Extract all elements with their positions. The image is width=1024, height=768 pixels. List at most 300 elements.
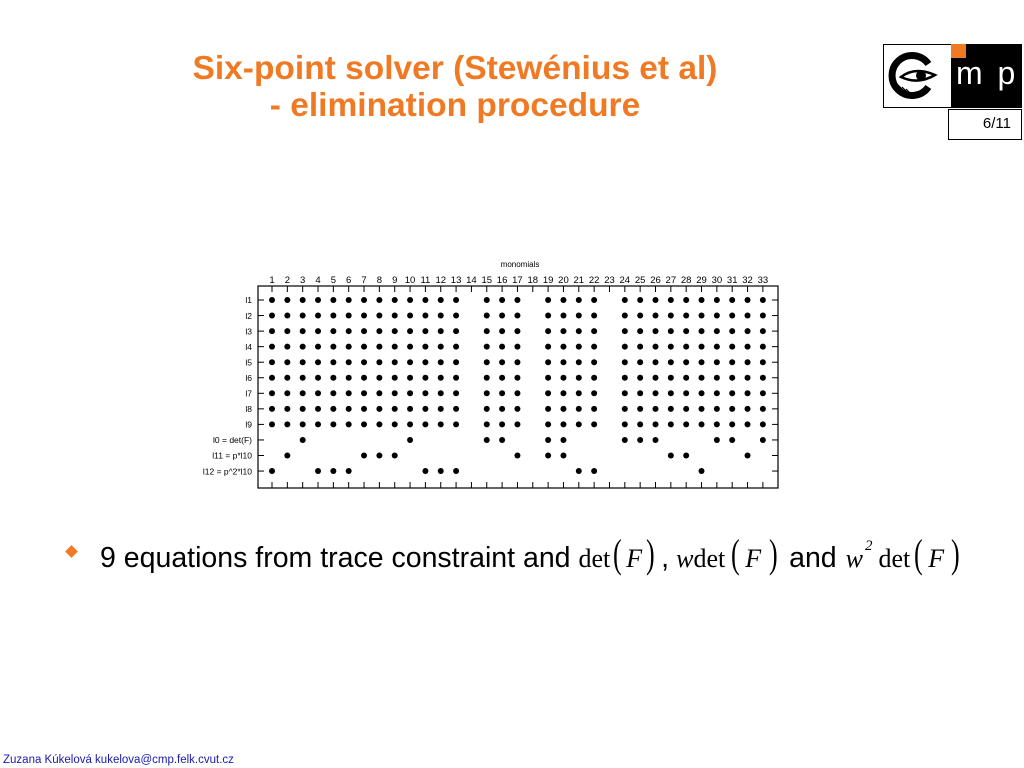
matrix-column-number: 22 [588,275,600,286]
matrix-column-number: 21 [573,275,585,286]
matrix-entry-dot [300,390,306,396]
matrix-entry-dot [591,406,597,412]
matrix-entry-dot [499,390,505,396]
matrix-column-number: 27 [665,275,677,286]
matrix-entry-dot [591,359,597,365]
matrix-entry-dot [438,390,444,396]
matrix-entry-dot [438,359,444,365]
matrix-entry-dot [407,297,413,303]
matrix-entry-dot [514,406,520,412]
matrix-entry-dot [653,375,659,381]
matrix-entry-dot [622,437,628,443]
matrix-entry-dot [315,406,321,412]
matrix-entry-dot [376,390,382,396]
matrix-entry-dot [714,344,720,350]
matrix-entry-dot [714,359,720,365]
matrix-entry-dot [745,375,751,381]
matrix-row-label: l0 = det(F) [213,435,252,446]
matrix-entry-dot [653,421,659,427]
matrix-entry-dot [315,344,321,350]
bullet-text: 9 equations from trace constraint and [100,542,571,574]
matrix-column-number: 19 [542,275,554,286]
matrix-row-label: l7 [245,388,252,399]
matrix-entry-dot [622,328,628,334]
matrix-entry-dot [576,297,582,303]
matrix-entry-dot [376,359,382,365]
matrix-entry-dot [484,406,490,412]
matrix-entry-dot [729,421,735,427]
matrix-entry-dot [376,453,382,459]
matrix-entry-dot [591,390,597,396]
matrix-entry-dot [560,453,566,459]
matrix-entry-dot [422,297,428,303]
matrix-entry-dot [653,344,659,350]
matrix-entry-dot [284,313,290,319]
matrix-entry-dot [683,297,689,303]
matrix-entry-dot [576,406,582,412]
matrix-entry-dot [560,421,566,427]
slide-title [105,50,805,124]
matrix-entry-dot [484,359,490,365]
matrix-entry-dot [269,406,275,412]
matrix-entry-dot [330,390,336,396]
matrix-column-number: 7 [361,275,367,286]
matrix-entry-dot [653,359,659,365]
matrix-entry-dot [683,406,689,412]
matrix-row-label: l12 = p^2*l10 [202,466,252,477]
matrix-entry-dot [422,328,428,334]
matrix-entry-dot [745,406,751,412]
math-lparen-3: ( [914,531,923,576]
matrix-entry-dot [591,313,597,319]
matrix-entry-dot [269,297,275,303]
matrix-entry-dot [760,375,766,381]
matrix-entry-dot [653,313,659,319]
matrix-entry-dot [699,359,705,365]
matrix-entry-dot [745,328,751,334]
matrix-entry-dot [591,297,597,303]
matrix-entry-dot [560,313,566,319]
logo-dark-block [951,44,1022,108]
matrix-entry-dot [576,313,582,319]
matrix-entry-dot [591,328,597,334]
matrix-entry-dot [499,297,505,303]
matrix-entry-dot [284,328,290,334]
matrix-entry-dot [284,344,290,350]
matrix-entry-dot [453,390,459,396]
matrix-entry-dot [407,390,413,396]
matrix-entry-dot [269,390,275,396]
matrix-entry-dot [637,297,643,303]
matrix-entry-dot [453,344,459,350]
matrix-entry-dot [668,313,674,319]
matrix-column-number: 3 [300,275,306,286]
matrix-entry-dot [330,328,336,334]
matrix-entry-dot [315,328,321,334]
matrix-entry-dot [392,421,398,427]
bullet-item [100,531,960,578]
math-conjunction: and [789,542,837,574]
matrix-entry-dot [453,468,459,474]
matrix-entry-dot [284,375,290,381]
matrix-entry-dot [392,344,398,350]
matrix-entry-dot [484,421,490,427]
matrix-entry-dot [376,344,382,350]
matrix-entry-dot [683,421,689,427]
matrix-entry-dot [484,328,490,334]
matrix-entry-dot [407,328,413,334]
matrix-entry-dot [560,390,566,396]
matrix-entry-dot [637,313,643,319]
matrix-entry-dot [300,437,306,443]
title-line-2: - elimination procedure [269,87,641,124]
matrix-entry-dot [361,406,367,412]
matrix-entry-dot [269,375,275,381]
matrix-entry-dot [683,453,689,459]
matrix-entry-dot [484,313,490,319]
matrix-row-label: l3 [245,326,252,337]
matrix-entry-dot [668,359,674,365]
matrix-entry-dot [330,297,336,303]
matrix-entry-dot [361,344,367,350]
matrix-entry-dot [545,437,551,443]
matrix-column-number: 26 [650,275,661,286]
matrix-entry-dot [668,344,674,350]
matrix-entry-dot [591,344,597,350]
matrix-entry-dot [729,406,735,412]
matrix-entry-dot [300,375,306,381]
matrix-entry-dot [699,297,705,303]
matrix-entry-dot [591,468,597,474]
matrix-entry-dot [499,375,505,381]
math-rparen-1: ) [646,531,655,576]
title-line-1: Six-point solver (Stewénius et al) [192,50,718,87]
matrix-entry-dot [422,421,428,427]
matrix-entry-dot [392,328,398,334]
matrix-entry-dot [576,390,582,396]
matrix-entry-dot [376,421,382,427]
matrix-row-label: l6 [245,372,252,383]
matrix-entry-dot [422,468,428,474]
logo-text: m p [956,54,1019,91]
matrix-entry-dot [745,344,751,350]
matrix-entry-dot [269,328,275,334]
matrix-entry-dot [714,328,720,334]
matrix-entry-dot [622,297,628,303]
matrix-entry-dot [330,375,336,381]
matrix-entry-dot [699,344,705,350]
math-coef-2: w [676,544,694,573]
matrix-column-number: 29 [696,275,707,286]
matrix-entry-dot [376,328,382,334]
matrix-entry-dot [499,328,505,334]
matrix-entry-dot [376,406,382,412]
matrix-entry-dot [560,437,566,443]
matrix-entry-dot [300,359,306,365]
matrix-entry-dot [637,344,643,350]
matrix-entry-dot [300,344,306,350]
matrix-entry-dot [392,375,398,381]
matrix-entry-dot [453,328,459,334]
matrix-entry-dot [545,406,551,412]
matrix-entry-dot [729,390,735,396]
math-rparen-2: ) [769,531,778,576]
matrix-column-number: 25 [634,275,646,286]
matrix-entry-dot [346,390,352,396]
math-lparen-1: ( [613,531,622,576]
matrix-column-number: 31 [726,275,738,286]
matrix-entry-dot [453,297,459,303]
matrix-entry-dot [284,421,290,427]
matrix-entry-dot [361,328,367,334]
matrix-entry-dot [653,328,659,334]
math-det-2: det [693,544,726,573]
matrix-entry-dot [376,313,382,319]
matrix-entry-dot [699,390,705,396]
matrix-entry-dot [484,437,490,443]
matrix-entry-dot [315,313,321,319]
math-det-3: det [878,544,911,573]
matrix-entry-dot [714,390,720,396]
matrix-entry-dot [484,344,490,350]
matrix-entry-dot [361,313,367,319]
matrix-entry-dot [729,359,735,365]
matrix-entry-dot [683,390,689,396]
matrix-entry-dot [284,390,290,396]
matrix-entry-dot [376,375,382,381]
matrix-entry-dot [514,297,520,303]
matrix-entry-dot [499,359,505,365]
matrix-column-number: 11 [420,275,431,286]
matrix-entry-dot [745,390,751,396]
matrix-entry-dot [760,328,766,334]
matrix-entry-dot [760,421,766,427]
matrix-column-number: 5 [330,275,337,286]
matrix-entry-dot [622,359,628,365]
matrix-entry-dot [346,344,352,350]
matrix-column-number: 13 [450,275,462,286]
matrix-entry-dot [346,406,352,412]
matrix-entry-dot [315,468,321,474]
math-lparen-2: ( [731,531,740,576]
matrix-entry-dot [760,313,766,319]
matrix-column-number: 18 [527,275,539,286]
matrix-entry-dot [714,406,720,412]
matrix-entry-dot [300,421,306,427]
matrix-entry-dot [668,375,674,381]
matrix-entry-dot [699,313,705,319]
matrix-entry-dot [407,406,413,412]
matrix-entry-dot [438,468,444,474]
matrix-entry-dot [560,359,566,365]
matrix-entry-dot [637,406,643,412]
matrix-entry-dot [514,390,520,396]
matrix-column-number: 28 [680,275,692,286]
matrix-entry-dot [361,297,367,303]
matrix-row-label: l2 [245,310,252,321]
matrix-column-number: 1 [269,275,275,286]
matrix-entry-dot [591,375,597,381]
matrix-entry-dot [560,328,566,334]
matrix-entry-dot [653,406,659,412]
matrix-entry-dot [653,390,659,396]
matrix-entry-dot [361,453,367,459]
matrix-entry-dot [760,297,766,303]
matrix-entry-dot [453,375,459,381]
matrix-entry-dot [499,344,505,350]
matrix-entry-dot [545,297,551,303]
matrix-entry-dot [392,406,398,412]
matrix-entry-dot [514,375,520,381]
matrix-column-number: 4 [315,275,321,286]
matrix-column-number: 14 [466,275,477,286]
matrix-entry-dot [699,468,705,474]
matrix-entry-dot [346,328,352,334]
matrix-entry-dot [269,421,275,427]
matrix-entry-dot [361,421,367,427]
matrix-entry-dot [407,421,413,427]
matrix-entry-dot [422,344,428,350]
matrix-entry-dot [346,468,352,474]
matrix-entry-dot [622,406,628,412]
matrix-entry-dot [576,468,582,474]
matrix-entry-dot [315,390,321,396]
matrix-entry-dot [668,297,674,303]
matrix-entry-dot [714,421,720,427]
matrix-entry-dot [438,375,444,381]
matrix-entry-dot [315,297,321,303]
matrix-entry-dot [330,344,336,350]
math-coef-3: w [845,544,863,573]
matrix-entry-dot [346,421,352,427]
matrix-entry-dot [407,359,413,365]
matrix-entry-dot [499,406,505,412]
matrix-entry-dot [622,313,628,319]
matrix-entry-dot [760,359,766,365]
matrix-entry-dot [545,313,551,319]
matrix-column-number: 20 [558,275,569,286]
matrix-entry-dot [300,328,306,334]
matrix-entry-dot [745,453,751,459]
matrix-entry-dot [545,328,551,334]
matrix-column-number: 12 [435,275,447,286]
matrix-entry-dot [760,437,766,443]
math-rparen-3: ) [951,531,960,576]
matrix-entry-dot [392,453,398,459]
matrix-entry-dot [699,421,705,427]
matrix-column-number: 15 [481,275,493,286]
matrix-entry-dot [284,453,290,459]
matrix-column-number: 16 [496,275,508,286]
matrix-entry-dot [514,421,520,427]
matrix-entry-dot [668,390,674,396]
matrix-entry-dot [284,359,290,365]
matrix-entry-dot [622,375,628,381]
matrix-entry-dot [330,313,336,319]
matrix-row-label: l11 = p*l10 [212,450,252,461]
matrix-entry-dot [637,421,643,427]
matrix-entry-dot [545,421,551,427]
matrix-entry-dot [361,359,367,365]
matrix-entry-dot [760,344,766,350]
matrix-column-number: 2 [284,275,290,286]
matrix-column-header: monomials [500,260,540,269]
matrix-column-number: 6 [346,275,352,286]
matrix-entry-dot [653,297,659,303]
cmp-logo [883,44,1022,108]
matrix-entry-dot [729,344,735,350]
math-separator: , [661,542,670,574]
matrix-entry-dot [560,344,566,350]
matrix-entry-dot [560,406,566,412]
matrix-entry-dot [300,297,306,303]
matrix-entry-dot [346,359,352,365]
matrix-row-label: l9 [245,419,252,430]
matrix-entry-dot [683,313,689,319]
matrix-entry-dot [330,421,336,427]
matrix-entry-dot [300,313,306,319]
matrix-entry-dot [514,328,520,334]
matrix-entry-dot [729,297,735,303]
matrix-entry-dot [545,344,551,350]
matrix-entry-dot [438,328,444,334]
matrix-entry-dot [699,328,705,334]
matrix-entry-dot [637,375,643,381]
matrix-entry-dot [330,359,336,365]
matrix-entry-dot [745,359,751,365]
matrix-entry-dot [622,390,628,396]
matrix-entry-dot [714,313,720,319]
matrix-entry-dot [422,359,428,365]
matrix-entry-dot [714,375,720,381]
matrix-entry-dot [576,344,582,350]
matrix-entry-dot [361,375,367,381]
matrix-entry-dot [729,313,735,319]
matrix-entry-dot [653,437,659,443]
matrix-entry-dot [729,375,735,381]
matrix-entry-dot [269,313,275,319]
matrix-column-number: 23 [604,275,615,286]
matrix-entry-dot [683,328,689,334]
matrix-entry-dot [315,375,321,381]
matrix-entry-dot [637,359,643,365]
footer-author: Zuzana Kúkelová kukelova@cmp.felk.cvut.cz [3,754,234,766]
matrix-entry-dot [514,359,520,365]
matrix-entry-dot [576,359,582,365]
matrix-row-label: l5 [245,357,252,368]
matrix-entry-dot [422,313,428,319]
matrix-entry-dot [269,468,275,474]
matrix-entry-dot [760,406,766,412]
matrix-entry-dot [438,421,444,427]
matrix-entry-dot [668,421,674,427]
matrix-entry-dot [315,421,321,427]
matrix-entry-dot [438,313,444,319]
matrix-entry-dot [729,437,735,443]
cmp-eye-logo-icon [884,45,951,106]
matrix-entry-dot [683,375,689,381]
matrix-entry-dot [637,390,643,396]
matrix-entry-dot [499,437,505,443]
matrix-entry-dot [438,406,444,412]
matrix-entry-dot [392,359,398,365]
matrix-entry-dot [484,297,490,303]
matrix-entry-dot [422,406,428,412]
matrix-entry-dot [315,359,321,365]
matrix-entry-dot [346,375,352,381]
matrix-entry-dot [284,297,290,303]
matrix-entry-dot [484,375,490,381]
